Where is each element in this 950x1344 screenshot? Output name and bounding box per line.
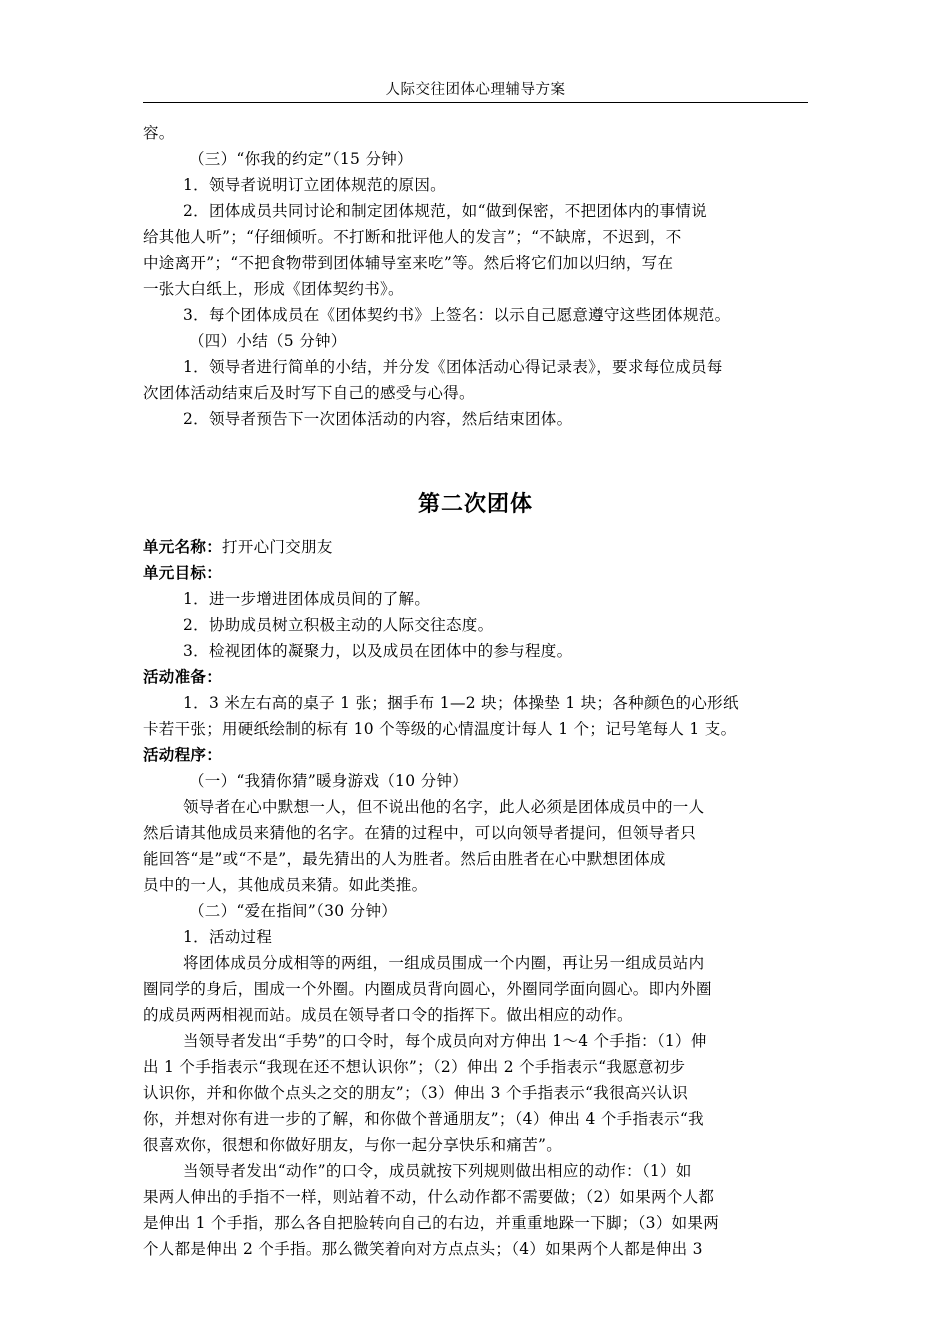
paragraph-line: 将团体成员分成相等的两组，一组成员围成一个内圈，再让另一组成员站内 bbox=[183, 954, 705, 972]
unit-goal-label: 单元目标： bbox=[143, 564, 223, 582]
paragraph-line: 中途离开”；“不把食物带到团体辅导室来吃”等。然后将它们加以归纳，写在 bbox=[143, 254, 674, 272]
paragraph-line: 很喜欢你，很想和你做好朋友，与你一起分享快乐和痛苦”。 bbox=[143, 1136, 563, 1154]
paragraph-line: 认识你，并和你做个点头之交的朋友”；（3）伸出 3 个手指表示“我很高兴认识 bbox=[143, 1084, 689, 1102]
paragraph-line: 一张大白纸上，形成《团体契约书》。 bbox=[143, 280, 404, 298]
paragraph-line: 当领导者发出“动作”的口令，成员就按下列规则做出相应的动作：（1）如 bbox=[183, 1162, 692, 1180]
paragraph-line: 1．活动过程 bbox=[183, 928, 273, 946]
paragraph-line: 果两人伸出的手指不一样，则站着不动，什么动作都不需要做；（2）如果两个人都 bbox=[143, 1188, 715, 1206]
goal-item: 1．进一步增进团体成员间的了解。 bbox=[183, 590, 431, 608]
paragraph-line: 领导者在心中默想一人，但不说出他的名字，此人必须是团体成员中的一人 bbox=[183, 798, 705, 816]
paragraph-line: 给其他人听”；“仔细倾听。不打断和批评他人的发言”；“不缺席，不迟到，不 bbox=[143, 228, 682, 246]
paragraph-line: 能回答“是”或“不是”，最先猜出的人为胜者。然后由胜者在心中默想团体成 bbox=[143, 850, 666, 868]
paragraph-line: 的成员两两相视而站。成员在领导者口令的指挥下。做出相应的动作。 bbox=[143, 1006, 633, 1024]
unit-name-label: 单元名称： bbox=[143, 538, 223, 556]
paragraph-line: 出 1 个手指表示“我现在还不想认识你”；（2）伸出 2 个手指表示“我愿意初步 bbox=[143, 1058, 686, 1076]
procedure-label: 活动程序： bbox=[143, 746, 223, 764]
paragraph-line: 1．领导者进行简单的小结，并分发《团体活动心得记录表》，要求每位成员每 bbox=[183, 358, 723, 376]
paragraph-line: 3．每个团体成员在《团体契约书》上签名：以示自己愿意遵守这些团体规范。 bbox=[183, 306, 731, 324]
paragraph-line: 你，并想对你有进一步的了解，和你做个普通朋友”；（4）伸出 4 个手指表示“我 bbox=[143, 1110, 704, 1128]
goal-item: 3．检视团体的凝聚力，以及成员在团体中的参与程度。 bbox=[183, 642, 573, 660]
paragraph-line: 1．领导者说明订立团体规范的原因。 bbox=[183, 176, 446, 194]
paragraph-line: 容。 bbox=[143, 124, 175, 142]
document-body bbox=[143, 120, 808, 1262]
subheading: （四）小结（5 分钟） bbox=[189, 332, 347, 350]
header-divider bbox=[143, 102, 808, 103]
paragraph-line: 个人都是伸出 2 个手指。那么微笑着向对方点点头；（4）如果两个人都是伸出 3 bbox=[143, 1240, 703, 1258]
subheading: （二）“爱在指间”（30 分钟） bbox=[189, 902, 398, 920]
subheading: （一）“我猜你猜”暖身游戏（10 分钟） bbox=[189, 772, 468, 790]
unit-name-value: 打开心门交朋友 bbox=[222, 538, 333, 556]
goal-item: 2．协助成员树立积极主动的人际交往态度。 bbox=[183, 616, 494, 634]
section-title: 第二次团体 bbox=[417, 492, 533, 517]
paragraph-line: 2．团体成员共同讨论和制定团体规范，如“做到保密，不把团体内的事情说 bbox=[183, 202, 707, 220]
paragraph-line: 卡若干张；用硬纸绘制的标有 10 个等级的心情温度计每人 1 个；记号笔每人 1 支。 bbox=[143, 720, 737, 738]
paragraph-line: 员中的一人，其他成员来猜。如此类推。 bbox=[143, 876, 428, 894]
paragraph-line: 1．3 米左右高的桌子 1 张；捆手布 1—2 块；体操垫 1 块；各种颜色的心形纸 bbox=[183, 694, 739, 712]
page-header: 人际交往团体心理辅导方案 bbox=[385, 82, 566, 98]
unit-name-row bbox=[143, 534, 808, 560]
paragraph-line: 2．领导者预告下一次团体活动的内容，然后结束团体。 bbox=[183, 410, 573, 428]
paragraph-line: 圈同学的身后，围成一个外圈。内圈成员背向圆心，外圈同学面向圆心。即内外圈 bbox=[143, 980, 712, 998]
paragraph-line: 是伸出 1 个手指，那么各自把脸转向自己的右边，并重重地跺一下脚；（3）如果两 bbox=[143, 1214, 720, 1232]
prep-label: 活动准备： bbox=[143, 668, 223, 686]
paragraph-line: 然后请其他成员来猜他的名字。在猜的过程中，可以向领导者提问，但领导者只 bbox=[143, 824, 697, 842]
paragraph-line: 当领导者发出“手势”的口令时，每个成员向对方伸出 1～4 个手指：（1）伸 bbox=[183, 1032, 707, 1050]
paragraph-line: 次团体活动结束后及时写下自己的感受与心得。 bbox=[143, 384, 475, 402]
subheading: （三）“你我的约定”（15 分钟） bbox=[189, 150, 413, 168]
